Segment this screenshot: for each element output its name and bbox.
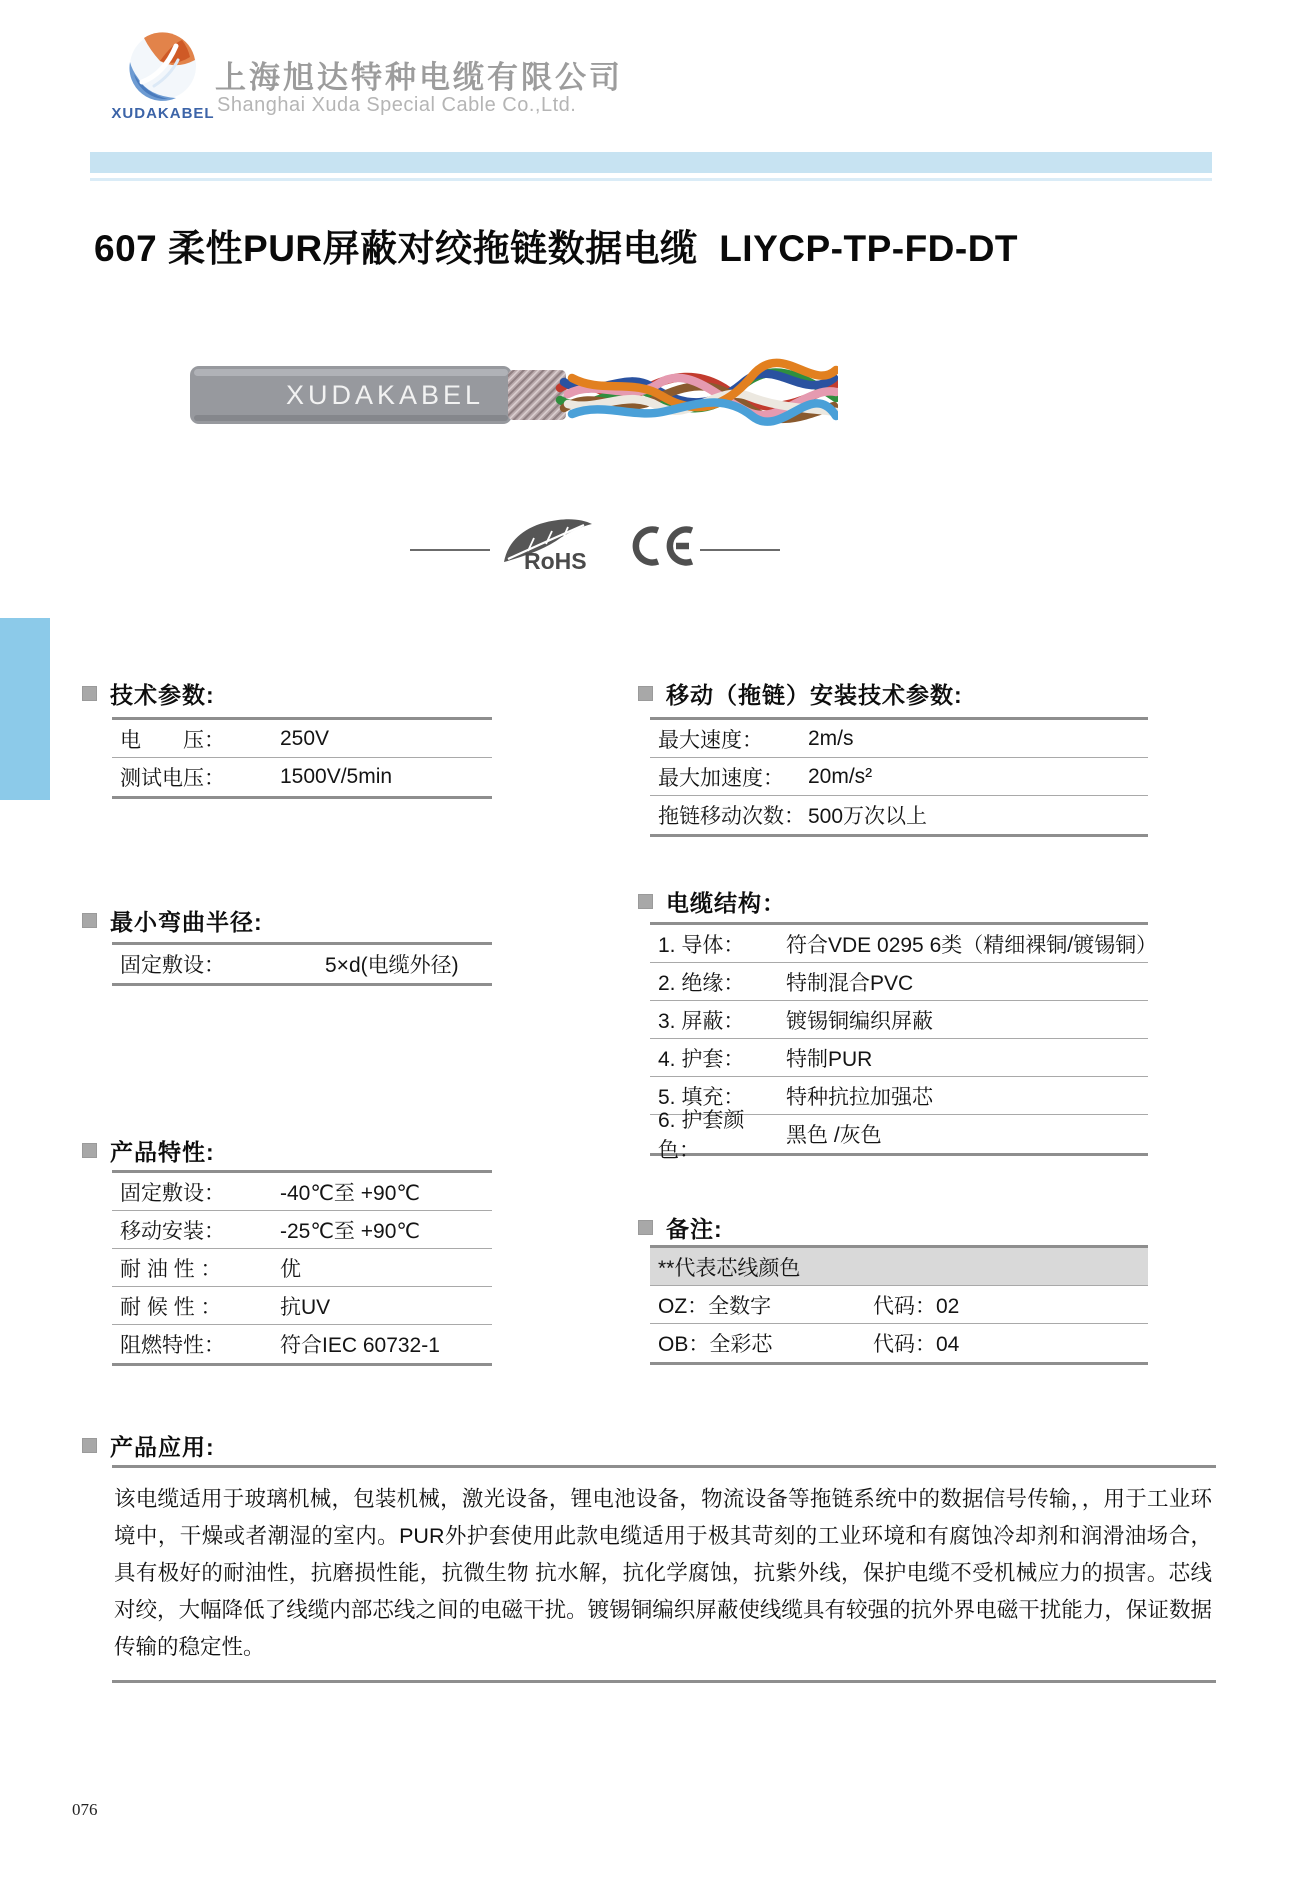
row-label: OZ：全数字 xyxy=(658,1294,772,1318)
row-label: 拖链移动次数： xyxy=(658,805,805,828)
row-value: 代码：04 xyxy=(873,1333,960,1356)
section-heading xyxy=(82,1430,1218,1460)
row-value: -25℃至 +90℃ xyxy=(280,1219,420,1243)
section-heading xyxy=(82,903,494,937)
divider-dash-left xyxy=(410,549,490,551)
company-name-cn: 上海旭达特种电缆有限公司 xyxy=(215,60,623,95)
row-label: 阻燃特性： xyxy=(120,1334,225,1357)
remarks-table xyxy=(650,1245,1148,1365)
section-heading xyxy=(82,1133,494,1167)
ce-mark-icon xyxy=(628,524,710,568)
table-row xyxy=(112,1249,492,1287)
row-label: 电 压： xyxy=(120,728,225,752)
section-title: 最小弯曲半径: xyxy=(110,908,263,935)
table-row xyxy=(112,758,492,796)
table-row xyxy=(112,1173,492,1211)
row-value: 1500V/5min xyxy=(280,765,393,788)
table-row xyxy=(650,963,1148,1001)
page-title: 607 柔性PUR屏蔽对绞拖链数据电缆 LIYCP-TP-FD-DT xyxy=(94,228,1019,269)
row-label: 1. 导体： xyxy=(658,933,745,957)
section-heading xyxy=(638,1210,1150,1244)
section-heading xyxy=(638,676,1150,710)
square-bullet-icon xyxy=(638,686,653,701)
rohs-leaf-icon xyxy=(498,516,602,572)
row-label: 耐 候 性 ： xyxy=(120,1295,222,1319)
row-value: 符合VDE 0295 6类（精细裸铜/镀锡铜） xyxy=(786,933,1158,957)
applications-body xyxy=(112,1465,1216,1683)
row-label: 2. 绝缘： xyxy=(658,971,745,995)
applications-paragraph: 该电缆适用于玻璃机械，包装机械，激光设备，锂电池设备，物流设备等拖链系统中的数据信号传输，，用于工业环境中，干燥或者潮湿的室内。PUR外护套使用此款电缆适用于极其苛刻的工业环境和有腐蚀冷却剂和润滑油场合，具有极好的耐油性，抗磨损性能，抗微生物 抗水解，抗化学腐蚀，抗紫外线，保护电缆不受机械应力的损害。芯线对绞，大幅降低了线缆内部芯线之间的电磁干扰。镀锡铜编织屏蔽使线缆具有较强的抗外界电磁干扰能力，保证数据传输的稳定性。 xyxy=(114,1487,1212,1659)
side-tab-marker xyxy=(0,618,50,800)
table-row xyxy=(650,720,1148,758)
row-label: OB：全彩芯 xyxy=(658,1333,773,1356)
row-label: 3. 屏蔽： xyxy=(658,1009,745,1033)
table-row xyxy=(650,1324,1148,1362)
section-applications xyxy=(82,1430,1218,1683)
section-title: 电缆结构： xyxy=(666,889,786,916)
section-title: 备注: xyxy=(666,1215,723,1242)
cable-braid-shield xyxy=(508,370,566,420)
section-remarks xyxy=(638,1210,1150,1365)
row-value: 镀锡铜编织屏蔽 xyxy=(786,1009,933,1033)
table-row xyxy=(112,1211,492,1249)
section-min-bend-radius xyxy=(82,903,494,986)
row-label: 6. 护套颜色： xyxy=(658,1109,745,1162)
page-number: 076 xyxy=(72,1800,98,1819)
square-bullet-icon xyxy=(638,1220,653,1235)
remarks-note-text: **代表芯线颜色 xyxy=(658,1256,801,1280)
table-row xyxy=(650,1286,1148,1324)
cable-product-image xyxy=(188,358,838,434)
table-row xyxy=(112,720,492,758)
table-row xyxy=(650,1109,1148,1162)
section-title: 移动（拖链）安装技术参数: xyxy=(666,681,963,708)
square-bullet-icon xyxy=(82,913,97,928)
row-value: -40℃至 +90℃ xyxy=(280,1181,420,1205)
row-label: 5. 填充： xyxy=(658,1085,745,1109)
section-title: 产品特性: xyxy=(110,1138,215,1165)
product-features-table xyxy=(112,1170,492,1366)
table-row xyxy=(112,1325,492,1363)
row-value: 符合IEC 60732-1 xyxy=(280,1334,440,1357)
company-name-en: Shanghai Xuda Special Cable Co.,Ltd. xyxy=(217,94,577,116)
table-row xyxy=(650,1039,1148,1077)
bend-radius-table xyxy=(112,942,492,986)
tech-params-table xyxy=(112,717,492,799)
row-value: 250V xyxy=(280,726,330,750)
header-accent-bar xyxy=(90,152,1212,173)
remarks-note-row xyxy=(650,1248,1148,1286)
row-value: 特种抗拉加强芯 xyxy=(786,1085,933,1109)
row-label: 最大加速度： xyxy=(658,766,784,790)
section-mobile-install-params xyxy=(638,676,1150,837)
row-label: 移动安装： xyxy=(120,1219,225,1243)
row-value: 5×d(电缆外径) xyxy=(325,954,459,977)
square-bullet-icon xyxy=(82,1143,97,1158)
section-title: 技术参数: xyxy=(110,681,215,708)
section-product-features xyxy=(82,1133,494,1366)
row-value: 特制混合PVC xyxy=(786,971,914,995)
section-tech-params xyxy=(82,676,494,799)
mobile-params-table xyxy=(650,717,1148,837)
cable-structure-table xyxy=(650,922,1158,1162)
row-label: 耐 油 性 ： xyxy=(120,1257,222,1281)
cable-jacket xyxy=(190,366,512,424)
row-value: 代码：02 xyxy=(873,1294,960,1318)
row-value: 特制PUR xyxy=(786,1047,873,1071)
row-value: 抗UV xyxy=(280,1295,331,1319)
table-row xyxy=(112,945,492,983)
row-label: 测试电压： xyxy=(120,767,225,790)
cable-twisted-pairs xyxy=(560,363,836,422)
company-logo xyxy=(104,30,222,122)
row-value: 20m/s² xyxy=(808,764,873,788)
row-value: 500万次以上 xyxy=(808,805,928,828)
section-title: 产品应用: xyxy=(110,1433,215,1460)
row-value: 优 xyxy=(280,1257,301,1281)
square-bullet-icon xyxy=(638,894,653,909)
table-row xyxy=(650,1001,1148,1039)
row-label: 固定敷设： xyxy=(120,954,225,977)
square-bullet-icon xyxy=(82,1438,97,1453)
section-heading xyxy=(638,884,1150,918)
row-label: 4. 护套： xyxy=(658,1047,745,1071)
divider-dash-right xyxy=(700,549,780,551)
square-bullet-icon xyxy=(82,686,97,701)
row-value: 2m/s xyxy=(808,726,854,750)
row-label: 固定敷设： xyxy=(120,1181,225,1205)
table-row xyxy=(112,1287,492,1325)
table-row xyxy=(650,796,1148,834)
cable-jacket-print: XUDAKABEL xyxy=(286,380,485,410)
logo-brand-text: XUDAKABEL xyxy=(111,105,215,122)
row-label: 最大速度： xyxy=(658,728,763,752)
logo-globe-icon xyxy=(124,30,202,104)
row-value: 黑色 /灰色 xyxy=(786,1124,882,1147)
header-accent-line xyxy=(90,178,1212,181)
rohs-label: RoHS xyxy=(524,548,587,572)
table-row xyxy=(650,758,1148,796)
table-row xyxy=(650,925,1158,963)
section-heading xyxy=(82,676,494,710)
section-cable-structure xyxy=(638,884,1158,1162)
